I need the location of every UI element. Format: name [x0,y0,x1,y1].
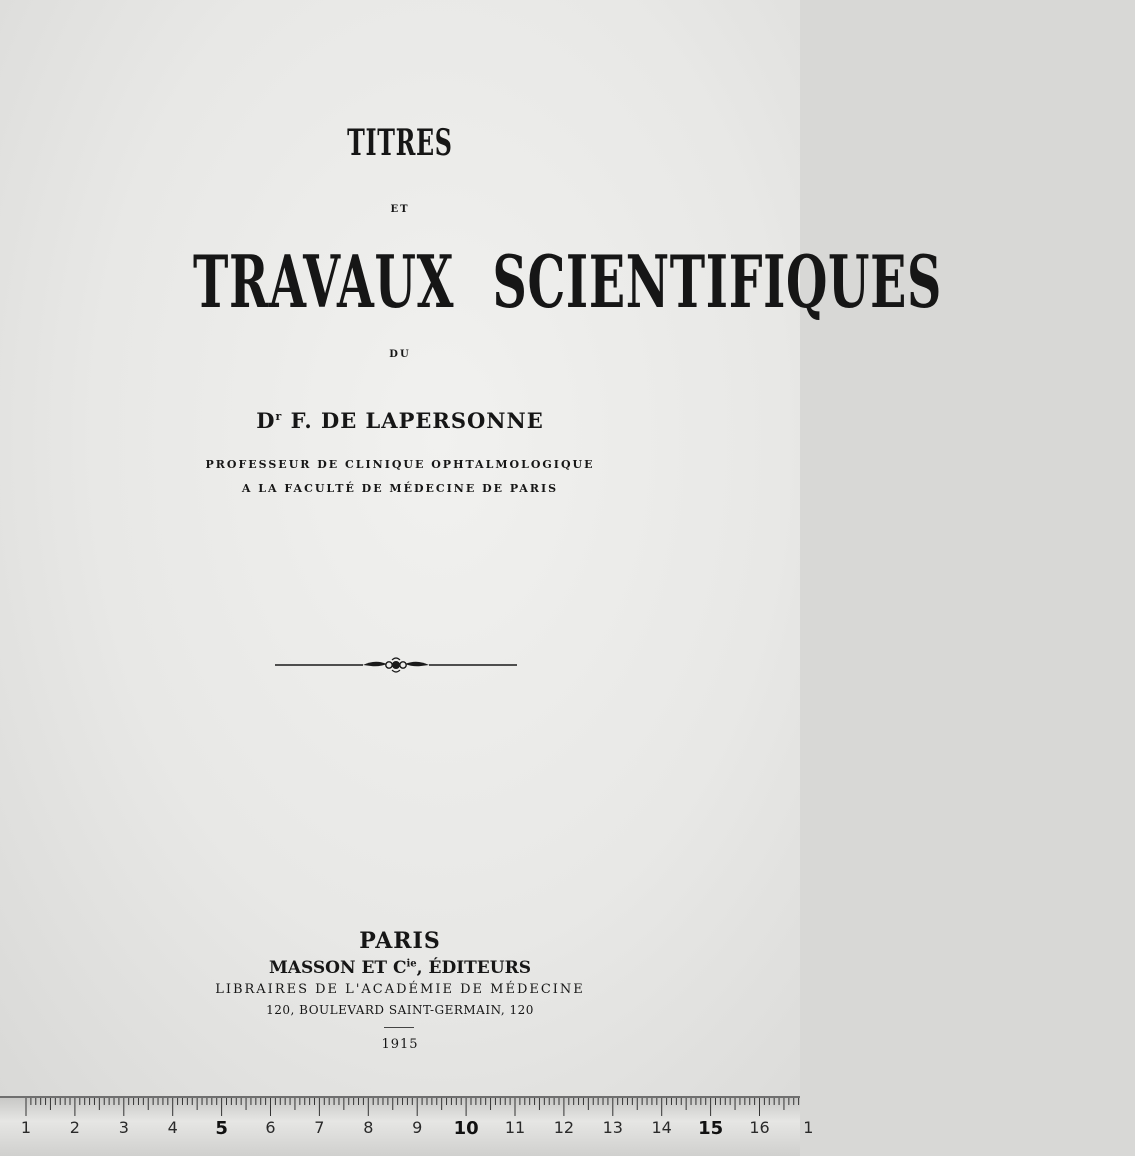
publisher-name: MASSON ET C [268,958,407,978]
author-prefix: D [256,408,276,433]
ruler-number: 4 [167,1118,178,1137]
publisher-sup: ie [406,958,417,970]
ruler-number: 5 [215,1118,228,1139]
ruler-number: 3 [118,1118,129,1137]
ruler-number: 10 [453,1118,479,1139]
title-line-2-text [192,239,942,324]
preposition-du: DU [389,349,411,360]
ruler-number: 12 [553,1118,575,1137]
author-name: F. DE LAPERSONNE [282,408,544,433]
conjunction-et: ET [390,204,410,215]
publisher-address: 120, BOULEVARD SAINT-GERMAIN, 120 [266,1003,534,1017]
author-prefix-sup: r [275,410,283,423]
ruler-number: 13 [602,1118,623,1137]
short-dash-divider [384,1027,414,1028]
publisher-suffix: , ÉDITEURS [416,958,531,978]
title-line-1-text: TITRES [347,122,453,164]
ruler-number: 6 [265,1118,276,1137]
author-line [0,408,800,433]
publisher-line [0,958,800,978]
ruler-number: 2 [69,1118,80,1137]
ruler-number: 9 [412,1118,423,1137]
position-line-2: A LA FACULTÉ DE MÉDECINE DE PARIS [241,482,559,495]
title-word-scientifiques: SCIENTIFIQUES [492,239,942,324]
title-line-2 [0,239,942,324]
measuring-ruler [0,1096,814,1156]
decorative-rule-ornament [275,655,517,675]
libraires-line: LIBRAIRES DE L'ACADÉMIE DE MÉDECINE [215,982,585,997]
title-word-travaux: TRAVAUX [192,239,455,324]
publication-year: 1915 [381,1037,419,1052]
ruler-number: 8 [363,1118,374,1137]
title-line-1 [0,122,800,164]
ruler-number: 15 [698,1118,724,1139]
publisher-city: PARIS [359,928,441,954]
ruler-number: 7 [314,1118,325,1137]
position-line-1: PROFESSEUR DE CLINIQUE OPHTALMOLOGIQUE [205,458,595,471]
ruler-number: 1 [803,1118,814,1137]
ruler-number: 11 [504,1118,526,1137]
ruler-number: 14 [651,1118,672,1137]
ruler-number: 16 [749,1118,770,1137]
ruler-number: 1 [20,1118,32,1137]
